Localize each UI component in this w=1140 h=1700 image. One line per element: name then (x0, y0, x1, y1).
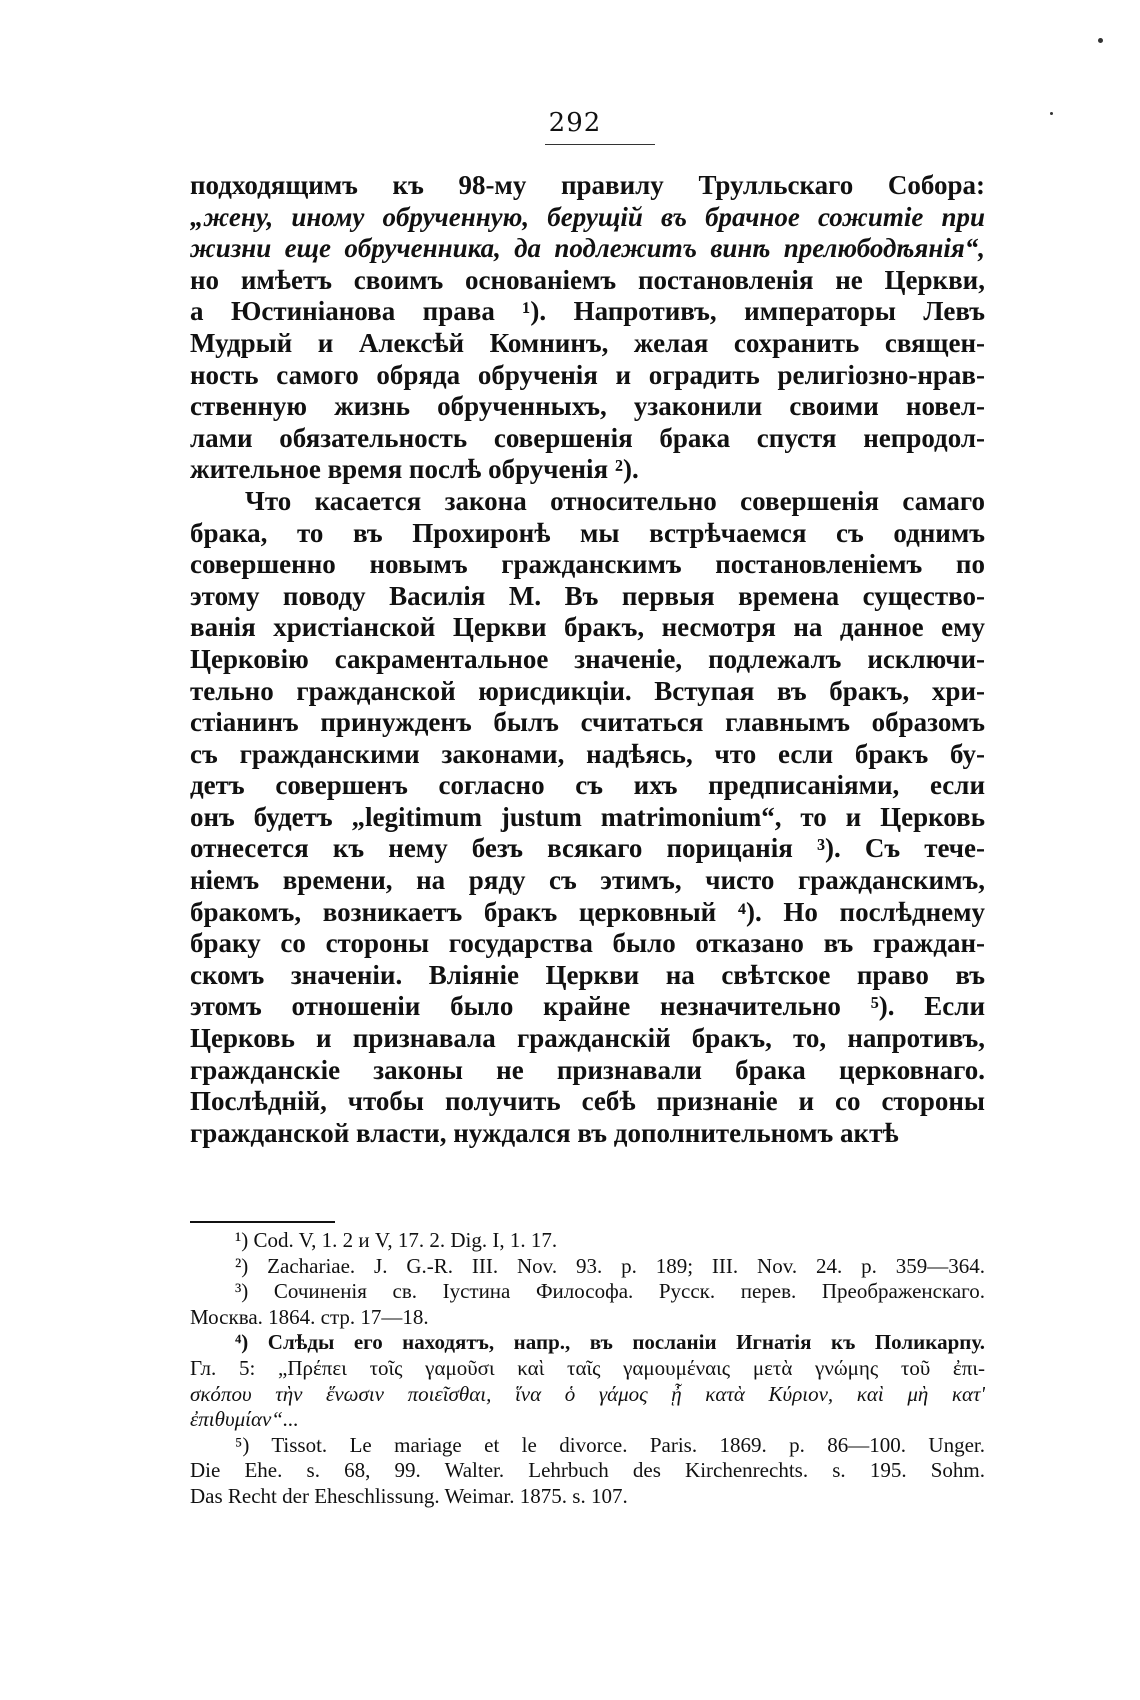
text-line: браку со стороны государства было отказано въ граждан- (190, 928, 985, 959)
text-line: Что касается закона относительно совершенія самаго (245, 485, 985, 516)
footnote-separator (190, 1221, 335, 1223)
text-line: ственную жизнь обрученныхъ, узаконили своими новел- (190, 391, 985, 422)
text-line: жительное время послѣ обрученія ²). (190, 454, 639, 485)
text-line: но имѣетъ своимъ основаніемъ постановленія не Церкви, (190, 264, 985, 295)
footnote-line: ²) Zachariae. J. G.-R. III. Nov. 93. p. 189; III. Nov. 24. p. 359—364. (235, 1253, 985, 1278)
footnote-line: σκόπου τὴν ἕνωσιν ποιεῖσθαι, ἵνα ὁ γάμος ᾖ κατὰ Κύριον, καὶ μὴ κατ' (190, 1381, 985, 1406)
text-line: съ гражданскими законами, надѣясь, что если бракъ бу- (190, 738, 985, 769)
text-line: бракомъ, возникаетъ бракъ церковный ⁴). Но послѣднему (190, 896, 985, 927)
text-line: скомъ значеніи. Вліяніе Церкви на свѣтское право въ (190, 959, 985, 990)
text-line: стіанинъ принужденъ былъ считаться главнымъ образомъ (190, 707, 985, 738)
text-line: ванія христіанской Церкви бракъ, несмотря на данное ему (190, 612, 985, 643)
text-line: лами обязательность совершенія брака спустя непродол- (190, 422, 985, 453)
text-line: гражданской власти, нуждался въ дополнительномъ актѣ (190, 1117, 899, 1148)
page-number-rule (545, 144, 655, 145)
text-line: Церковь и признавала гражданскій бракъ, то, напротивъ, (190, 1023, 985, 1054)
text-line: Мудрый и Алексѣй Комнинъ, желая сохранить священ- (190, 327, 985, 358)
page-number: 292 (548, 108, 602, 138)
text-line: ніемъ времени, на ряду съ этимъ, чисто гражданскимъ, (190, 865, 985, 896)
footnote-line: ⁴) Слѣды его находятъ, напр., въ посланіи Игнатія къ Поликарпу. (235, 1330, 985, 1355)
footnote-line: ⁵) Tissot. Le mariage et le divorce. Paris. 1869. p. 86—100. Unger. (235, 1432, 985, 1457)
text-line: тельно гражданской юрисдикціи. Вступая въ бракъ, хри- (190, 675, 985, 706)
text-line: совершенно новымъ гражданскимъ постановленіемъ по (190, 549, 985, 580)
text-line: онъ будетъ „legitimum justum matrimonium“, то и Церковь (190, 801, 985, 832)
text-line: „жену, иному обрученную, берущій въ брачное сожитіе при (190, 201, 985, 232)
footnote-line: Die Ehe. s. 68, 99. Walter. Lehrbuch des Kirchenrechts. s. 195. Sohm. (190, 1458, 985, 1483)
footnote-line: ¹) Cod. V, 1. 2 и V, 17. 2. Dig. I, 1. 17. (235, 1228, 558, 1252)
footnotes (190, 1228, 985, 1510)
text-line: жизни еще обрученника, да подлежитъ винѣ прелюбодѣянія“, (190, 233, 985, 264)
text-line: подходящимъ къ 98-му правилу Трулльскаго Собора: (190, 170, 985, 200)
margin-speck (1050, 112, 1053, 115)
text-line: а Юстиніанова права ¹). Напротивъ, императоры Левъ (190, 296, 985, 327)
text-line: брака, то въ Прохиронѣ мы встрѣчаемся съ однимъ (190, 517, 985, 548)
footnote-line: Москва. 1864. стр. 17—18. (190, 1304, 429, 1329)
text-line: детъ совершенъ согласно съ ихъ предписаніями, если (190, 770, 985, 801)
text-line: ность самого обряда обрученія и оградить религіозно-нрав- (190, 359, 985, 390)
footnote-line: Гл. 5: „Πρέπει τοῖς γαμοῦσι καὶ ταῖς γαμουμέναις μετὰ γνώμης τοῦ ἐπι- (190, 1355, 985, 1380)
text-line: гражданскіе законы не признавали брака церковнаго. (190, 1054, 985, 1085)
text-line: Послѣдній, чтобы получить себѣ признаніе и со стороны (190, 1086, 985, 1117)
footnote-line: ἐπιθυμίαν“... (190, 1407, 299, 1432)
main-text (190, 170, 985, 1149)
text-line: этому поводу Василія М. Въ первыя времена существо- (190, 580, 985, 611)
margin-speck (1098, 38, 1103, 43)
text-line: этомъ отношеніи было крайне незначительно ⁵). Если (190, 991, 985, 1022)
text-line: отнесется къ нему безъ всякаго порицанія ³). Съ тече- (190, 833, 985, 864)
footnote-line: ³) Сочиненія св. Іустина Философа. Русск. перев. Преображенскаго. (235, 1279, 985, 1304)
text-line: Церковію сакраментальное значеніе, подлежалъ исключи- (190, 643, 985, 674)
footnote-line: Das Recht der Eheschlissung. Weimar. 1875. s. 107. (190, 1483, 628, 1508)
